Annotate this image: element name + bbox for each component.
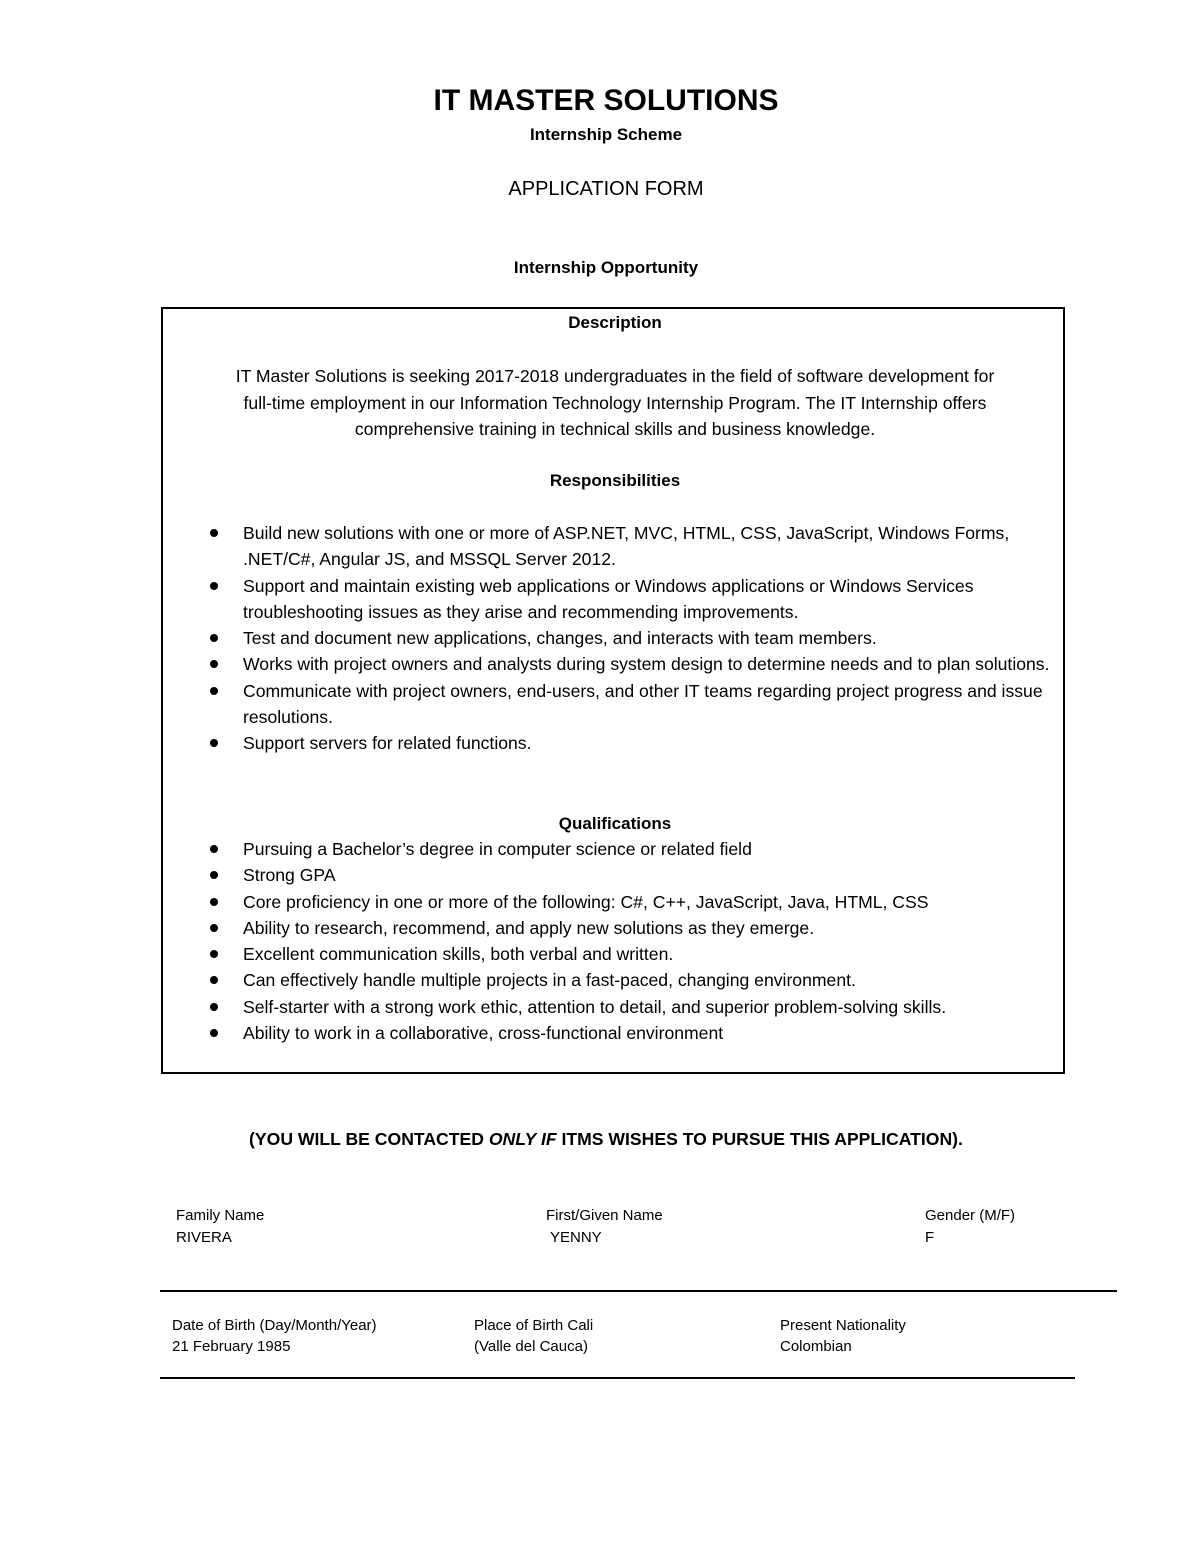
divider-line bbox=[160, 1377, 1075, 1379]
pob-value: (Valle del Cauca) bbox=[474, 1338, 588, 1355]
form-title: APPLICATION FORM bbox=[508, 178, 704, 200]
responsibility-item bbox=[163, 651, 1063, 677]
qualification-item bbox=[163, 862, 1063, 888]
gender-label: Gender (M/F) bbox=[925, 1207, 1016, 1224]
opportunity-box bbox=[161, 307, 1065, 1074]
qualification-text: Core proficiency in one or more of the following: C#, C++, JavaScript, Java, HTML, CSS bbox=[243, 891, 929, 912]
bullet-icon bbox=[210, 1029, 218, 1037]
gender-value: F bbox=[925, 1229, 935, 1246]
bullet-icon bbox=[210, 634, 218, 642]
description-line: comprehensive training in technical skills and business knowledge. bbox=[354, 419, 876, 440]
responsibility-item bbox=[163, 730, 1063, 756]
contact-note-emphasis: ONLY IF bbox=[488, 1129, 557, 1149]
family-name-value: RIVERA bbox=[176, 1229, 232, 1246]
contact-note bbox=[0, 1127, 1200, 1151]
qualification-item bbox=[163, 994, 1063, 1020]
pob-label: Place of Birth Cali bbox=[474, 1317, 594, 1334]
qualification-item bbox=[163, 941, 1063, 967]
responsibility-text: Support and maintain existing web applications or Windows applications or Windows Services troubleshooting issues as they arise and recommending improvements. bbox=[243, 575, 974, 622]
responsibility-item bbox=[163, 625, 1063, 651]
qualification-item bbox=[163, 915, 1063, 941]
nationality-label: Present Nationality bbox=[780, 1317, 906, 1334]
bullet-icon bbox=[210, 660, 218, 668]
contact-note-end: ITMS WISHES TO PURSUE THIS APPLICATION). bbox=[556, 1129, 963, 1149]
bullet-icon bbox=[210, 687, 218, 695]
qualification-item bbox=[163, 967, 1063, 993]
divider-line bbox=[160, 1290, 1117, 1292]
bullet-icon bbox=[210, 871, 218, 879]
qualification-text: Excellent communication skills, both verbal and written. bbox=[243, 944, 674, 965]
dob-value: 21 February 1985 bbox=[172, 1338, 291, 1355]
description-heading: Description bbox=[568, 313, 662, 332]
qualification-text: Ability to work in a collaborative, cross-functional environment bbox=[243, 1023, 724, 1044]
qualification-text: Self-starter with a strong work ethic, attention to detail, and superior problem-solving skills. bbox=[243, 996, 947, 1017]
bullet-icon bbox=[210, 976, 218, 984]
qualification-text: Pursuing a Bachelor’s degree in computer science or related field bbox=[243, 839, 752, 859]
bullet-icon bbox=[210, 582, 218, 590]
qualifications-heading: Qualifications bbox=[558, 814, 672, 833]
responsibility-item bbox=[163, 678, 1063, 731]
responsibilities-heading: Responsibilities bbox=[549, 471, 681, 490]
given-name-label: First/Given Name bbox=[546, 1207, 663, 1224]
responsibility-item bbox=[163, 573, 1063, 626]
qualification-item bbox=[163, 889, 1063, 915]
family-name-label: Family Name bbox=[176, 1207, 265, 1224]
company-title: IT MASTER SOLUTIONS bbox=[433, 84, 779, 117]
bullet-icon bbox=[210, 529, 218, 537]
description-line: full-time employment in our Information Technology Internship Program. The IT Internship offers bbox=[243, 392, 987, 413]
responsibilities-list bbox=[163, 520, 1063, 757]
bullet-icon bbox=[210, 950, 218, 958]
responsibility-text: Communicate with project owners, end-users, and other IT teams regarding project progress and issue resolutions. bbox=[243, 680, 1043, 728]
qualification-item bbox=[163, 1020, 1063, 1046]
opportunity-heading: Internship Opportunity bbox=[513, 258, 699, 277]
qualification-item bbox=[163, 836, 1063, 862]
responsibility-text: Works with project owners and analysts during system design to determine needs and to plan solutions. bbox=[243, 654, 1050, 675]
qualification-text: Can effectively handle multiple projects in a fast-paced, changing environment. bbox=[243, 970, 856, 991]
responsibility-text: Build new solutions with one or more of ASP.NET, MVC, HTML, CSS, JavaScript, Windows Forms, .NET/C#, Angular JS, and MSSQL Server 2012. bbox=[243, 523, 1010, 570]
bullet-icon bbox=[210, 1003, 218, 1011]
description-line: IT Master Solutions is seeking 2017-2018 undergraduates in the field of software development for bbox=[235, 366, 995, 386]
qualification-text: Strong GPA bbox=[243, 865, 336, 886]
bullet-icon bbox=[210, 739, 218, 747]
responsibility-text: Support servers for related functions. bbox=[243, 733, 532, 754]
qualification-text: Ability to research, recommend, and apply new solutions as they emerge. bbox=[243, 917, 815, 938]
qualifications-list bbox=[163, 836, 1063, 1046]
contact-note-start: (YOU WILL BE CONTACTED bbox=[249, 1129, 489, 1149]
responsibility-text: Test and document new applications, changes, and interacts with team members. bbox=[243, 628, 877, 649]
dob-label: Date of Birth (Day/Month/Year) bbox=[172, 1317, 377, 1334]
bullet-icon bbox=[210, 898, 218, 906]
bullet-icon bbox=[210, 845, 218, 853]
given-name-value: YENNY bbox=[550, 1229, 602, 1246]
responsibility-item bbox=[163, 520, 1063, 573]
bullet-icon bbox=[210, 924, 218, 932]
nationality-value: Colombian bbox=[780, 1338, 852, 1355]
scheme-subtitle: Internship Scheme bbox=[529, 125, 683, 144]
description-text bbox=[173, 363, 1057, 443]
